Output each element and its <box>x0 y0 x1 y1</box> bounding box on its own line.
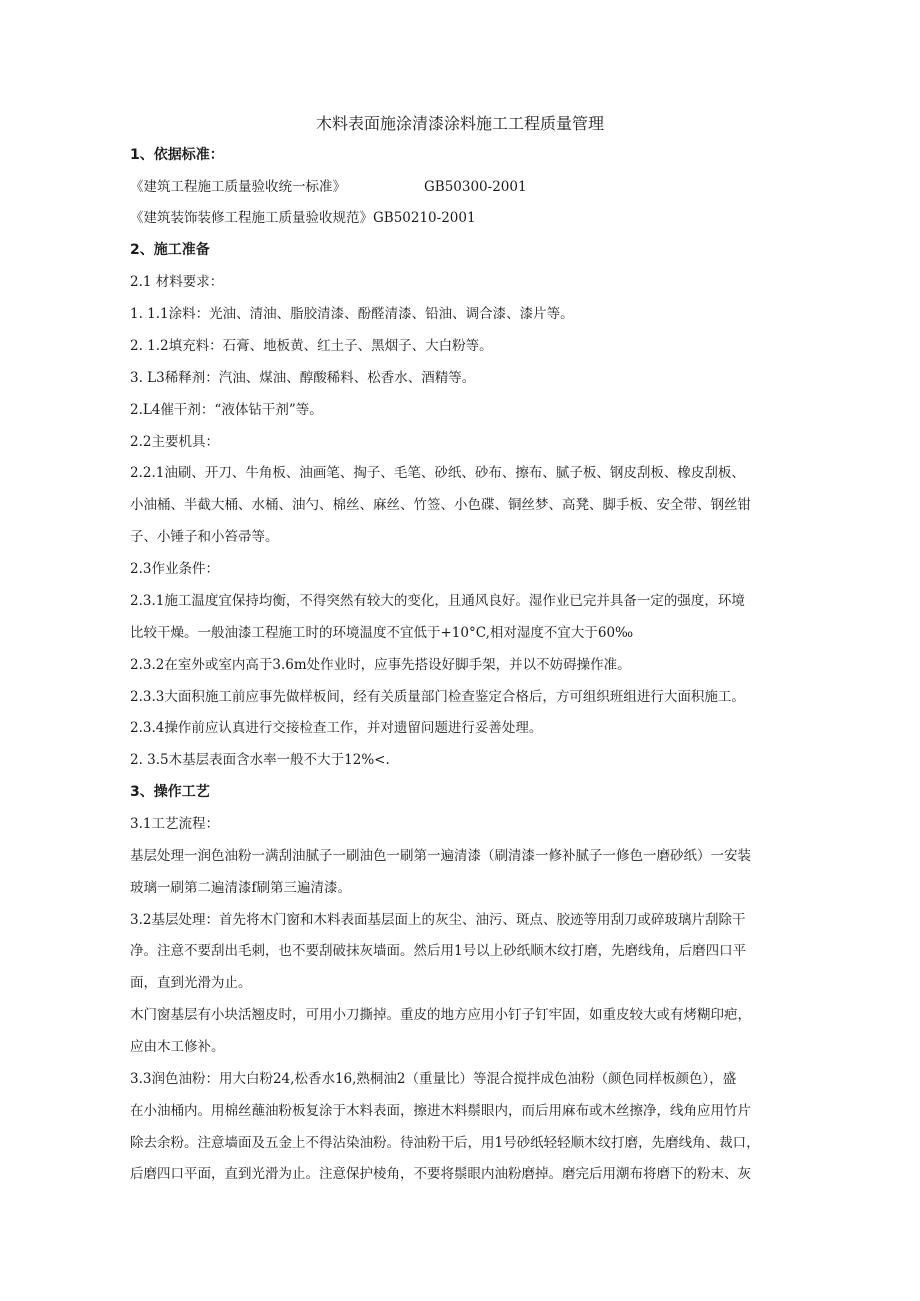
standard-line <box>130 177 845 197</box>
paragraph-line: 2.3.2在室外或室内高于3.6m处作业时，应事先搭设好脚手架，并以不妨碍操作准。 <box>130 657 631 673</box>
paragraph-line: 面，直到光滑为止。 <box>130 975 252 991</box>
standard-name: 《建筑工程施工质量验收统一标准》 <box>130 179 346 195</box>
paragraph-line: 除去余粉。注意墙面及五金上不得沾染油粉。待油粉干后，用1号砂纸轻轻顺木纹打磨，先磨线角、裁口， <box>130 1135 760 1151</box>
section-heading-basis: 1、依据标准： <box>130 147 224 163</box>
paragraph-line: 2.3.3大面积施工前应事先做样板间，经有关质量部门检查鉴定合格后，方可组织班组进行大面积施工。 <box>130 689 745 705</box>
paragraph-line: 在小油桶内。用棉丝蘸油粉板复涂于木料表面，擦进木料鬃眼内，而后用麻布或木丝擦净，线角应用竹片 <box>130 1103 751 1119</box>
paragraph-line: 2.1 材料要求： <box>130 274 224 290</box>
paragraph-line: 3. L3稀释剂：汽油、煤油、醇酸稀料、松香水、酒精等。 <box>130 370 476 386</box>
paragraph-line: 净。注意不要刮出毛刺，也不要刮破抹灰墙面。然后用1号以上砂纸顺木纹打磨，先磨线角，后磨四口平 <box>130 943 747 959</box>
paragraph-line: 2.2.1油刷、开刀、牛角板、油画笔、掏子、毛笔、砂纸、砂布、擦布、腻子板、钢皮刮板、橡皮刮板、 <box>130 465 745 481</box>
paragraph-line: 2.3.1施工温度宜保持均衡，不得突然有较大的变化，且通风良好。湿作业已完并具备一定的强度，环境 <box>130 593 745 609</box>
paragraph-line: 木门窗基层有小块活翘皮时，可用小刀撕掉。重皮的地方应用小钉子钉牢固，如重皮较大或有烤糊印疤， <box>130 1007 751 1023</box>
document-title: 木料表面施涂清漆涂料施工工程质量管理 <box>315 114 604 133</box>
paragraph-line: 应由木工修补。 <box>130 1039 225 1055</box>
section-heading-operation: 3、操作工艺 <box>130 784 210 800</box>
paragraph-line: 2.3.4操作前应认真进行交接检查工作，并对遗留问题进行妥善处理。 <box>130 720 543 736</box>
paragraph-line: 2. 3.5木基层表面含水率一般不大于12%<. <box>130 752 390 768</box>
paragraph-line: 3.3润色油粉：用大白粉24,松香水16,熟桐油2（重量比）等混合搅拌成色油粉（颜色同样板颜色），盛 <box>130 1071 737 1087</box>
paragraph-line: 比较干燥。一般油漆工程施工时的环境温度不宜低于+10°C,相对湿度不宜大于60‰ <box>130 625 634 641</box>
standard-name: 《建筑装饰装修工程施工质量验收规范》GB50210-2001 <box>130 210 476 226</box>
paragraph-line: 玻璃一刷第二遍清漆f刷第三遍清漆。 <box>130 880 351 896</box>
paragraph-line: 后磨四口平面，直到光滑为止。注意保护棱角，不要将鬃眼内油粉磨掉。磨完后用潮布将磨下的粉末、灰 <box>130 1166 751 1182</box>
standard-code: GB50300-2001 <box>424 179 527 195</box>
paragraph-line: 基层处理一润色油粉一满刮油腻子一刷油色一刷第一遍清漆（刷清漆一修补腻子一修色一磨砂纸）一安装 <box>130 848 751 864</box>
paragraph-line: 2.2主要机具： <box>130 434 219 450</box>
paragraph-line: 子、小锤子和小笞帚等。 <box>130 529 279 545</box>
standard-line <box>130 208 845 228</box>
paragraph-line: 3.2基层处理：首先将木门窗和木料表面基层面上的灰尘、油污、斑点、胶迹等用刮刀或碎玻璃片刮除干 <box>130 912 746 928</box>
paragraph-line: 2.L4催干剂：“液体钻干剂”等。 <box>130 402 323 418</box>
paragraph-line: 1. 1.1涂料：光油、清油、脂胶清漆、酚醛清漆、铅油、调合漆、漆片等。 <box>130 306 574 322</box>
section-heading-preparation: 2、施工准备 <box>130 242 210 258</box>
paragraph-line: 2. 1.2填充料：石膏、地板黄、红土子、黑烟子、大白粉等。 <box>130 338 493 354</box>
paragraph-line: 2.3作业条件： <box>130 561 219 577</box>
paragraph-line: 3.1工艺流程： <box>130 816 219 832</box>
paragraph-line: 小油桶、半截大桶、水桶、油勺、棉丝、麻丝、竹签、小色碟、铜丝梦、高凳、脚手板、安全带、钢丝钳 <box>130 497 751 513</box>
